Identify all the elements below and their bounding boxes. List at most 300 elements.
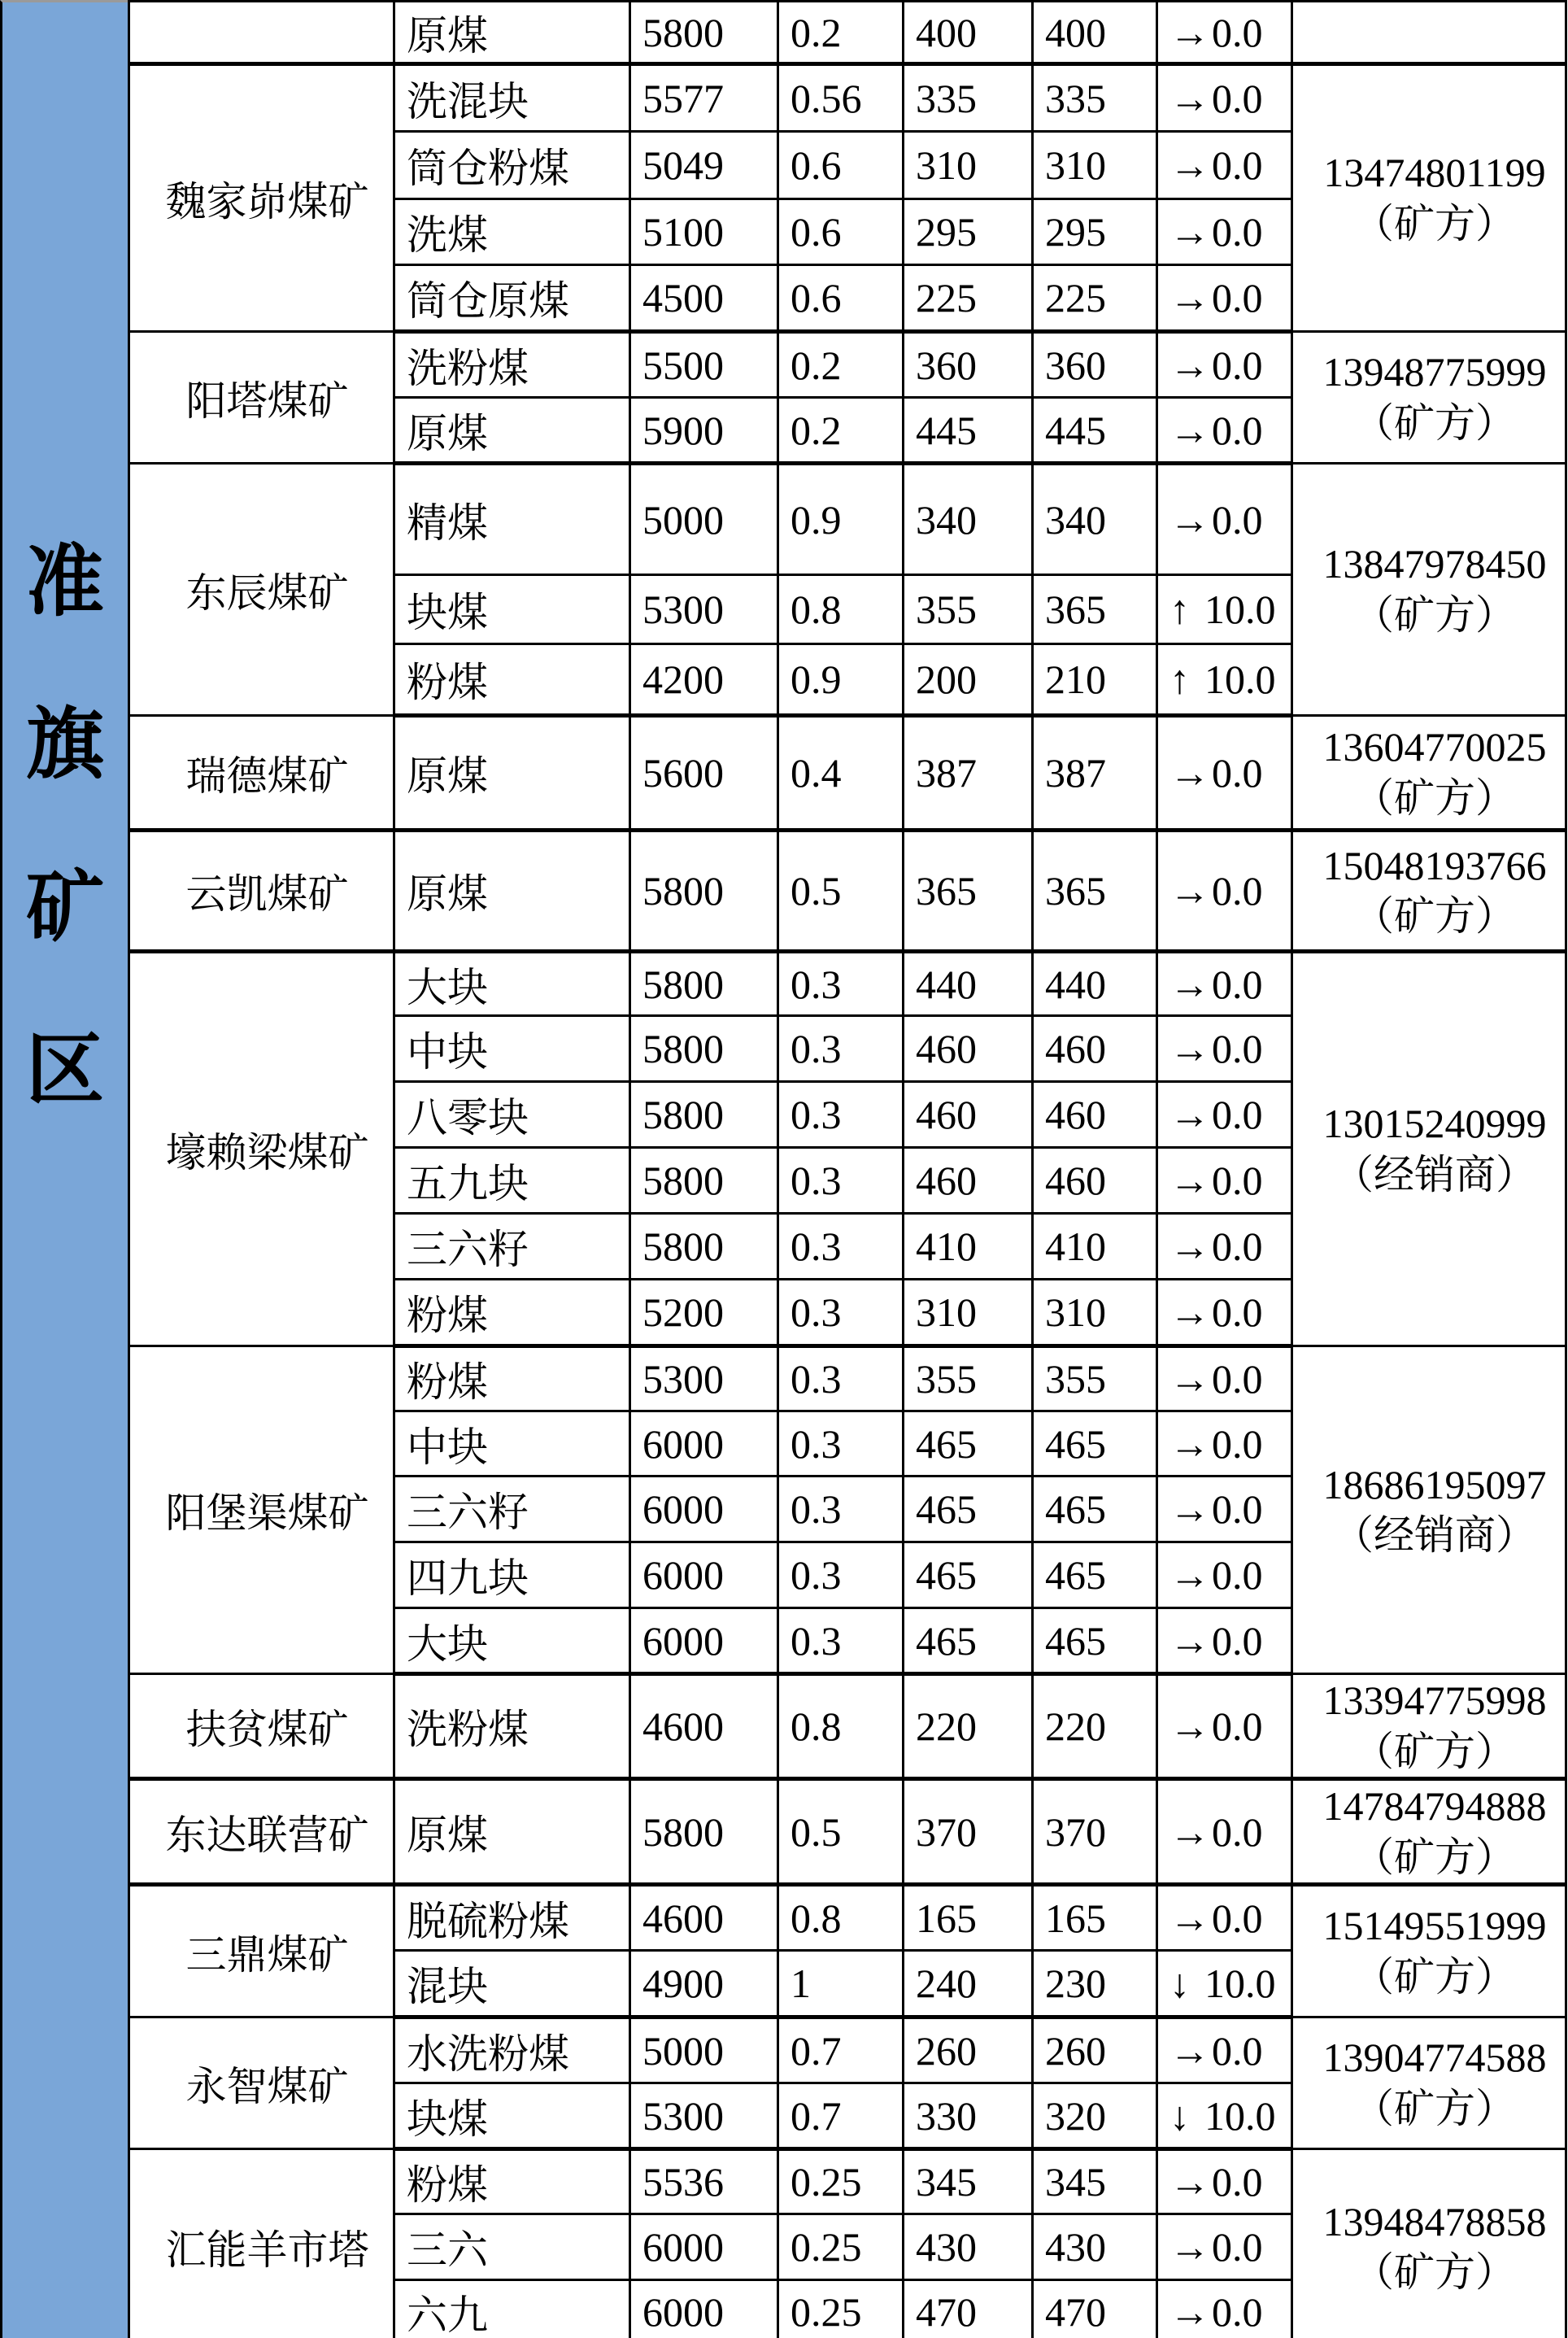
contact-phone-cell bbox=[1292, 952, 1566, 1346]
sulfur-cell: 0.3 bbox=[778, 1016, 904, 1082]
contact-phone-cell bbox=[1292, 1346, 1566, 1674]
price-prev-cell: 387 bbox=[904, 716, 1033, 831]
calorific-cell: 6000 bbox=[630, 1477, 778, 1542]
price-prev-cell: 365 bbox=[904, 831, 1033, 952]
region-title-vertical bbox=[2, 539, 128, 1114]
price-current-cell: 465 bbox=[1033, 1608, 1157, 1674]
price-current-cell: 210 bbox=[1033, 644, 1157, 716]
flat-arrow-icon: → bbox=[1169, 2289, 1210, 2335]
mine-name-cell: 东达联营矿 bbox=[129, 1779, 394, 1885]
change-value: 0.0 bbox=[1212, 342, 1263, 388]
calorific-cell: 4200 bbox=[630, 644, 778, 716]
sulfur-cell: 0.2 bbox=[778, 332, 904, 398]
sulfur-cell: 0.3 bbox=[778, 1214, 904, 1280]
contact-phone-cell bbox=[1292, 2017, 1566, 2149]
sulfur-cell: 0.9 bbox=[778, 644, 904, 716]
calorific-cell: 4600 bbox=[630, 1674, 778, 1779]
sulfur-cell: 0.25 bbox=[778, 2280, 904, 2338]
change-value: 10.0 bbox=[1204, 2092, 1276, 2139]
coal-type-cell: 洗煤 bbox=[394, 199, 630, 265]
price-change-cell bbox=[1157, 2280, 1292, 2338]
coal-type-cell: 粉煤 bbox=[394, 644, 630, 716]
price-change-cell bbox=[1157, 398, 1292, 464]
sulfur-cell: 0.3 bbox=[778, 1477, 904, 1542]
price-current-cell: 220 bbox=[1033, 1674, 1157, 1779]
coal-type-cell: 原煤 bbox=[394, 1779, 630, 1885]
down-arrow-icon: ↓ bbox=[1169, 1961, 1190, 2006]
sulfur-cell: 0.6 bbox=[778, 132, 904, 199]
calorific-cell: 6000 bbox=[630, 2280, 778, 2338]
price-current-cell: 465 bbox=[1033, 1542, 1157, 1608]
price-prev-cell: 465 bbox=[904, 1411, 1033, 1477]
price-prev-cell: 240 bbox=[904, 1951, 1033, 2017]
price-change-cell bbox=[1157, 716, 1292, 831]
price-prev-cell: 295 bbox=[904, 199, 1033, 265]
sulfur-cell: 0.3 bbox=[778, 1346, 904, 1411]
price-change-cell bbox=[1157, 332, 1292, 398]
coal-type-cell: 洗粉煤 bbox=[394, 332, 630, 398]
mine-name-cell bbox=[129, 2, 394, 64]
calorific-cell: 5800 bbox=[630, 831, 778, 952]
price-change-cell bbox=[1157, 1608, 1292, 1674]
coal-type-cell: 原煤 bbox=[394, 398, 630, 464]
price-table-body bbox=[129, 2, 1566, 2338]
price-current-cell: 365 bbox=[1033, 575, 1157, 644]
sulfur-cell: 0.7 bbox=[778, 2083, 904, 2149]
change-value: 0.0 bbox=[1212, 407, 1263, 453]
change-value: 0.0 bbox=[1212, 1552, 1263, 1598]
change-value: 10.0 bbox=[1204, 1961, 1276, 2006]
mine-name-cell: 壕赖梁煤矿 bbox=[129, 952, 394, 1346]
coal-type-cell: 筒仓原煤 bbox=[394, 265, 630, 332]
calorific-cell: 5000 bbox=[630, 464, 778, 575]
flat-arrow-icon: → bbox=[1169, 1486, 1210, 1532]
flat-arrow-icon: → bbox=[1169, 275, 1210, 321]
price-prev-cell: 165 bbox=[904, 1885, 1033, 1951]
price-change-cell bbox=[1157, 265, 1292, 332]
phone-role: （矿方） bbox=[1353, 893, 1516, 939]
flat-arrow-icon: → bbox=[1169, 1895, 1210, 1941]
price-change-cell bbox=[1157, 952, 1292, 1016]
price-change-cell bbox=[1157, 1779, 1292, 1885]
price-current-cell: 410 bbox=[1033, 1214, 1157, 1280]
coal-type-cell: 洗粉煤 bbox=[394, 1674, 630, 1779]
sulfur-cell: 0.3 bbox=[778, 1542, 904, 1608]
price-prev-cell: 355 bbox=[904, 1346, 1033, 1411]
calorific-cell: 5800 bbox=[630, 1214, 778, 1280]
price-current-cell: 345 bbox=[1033, 2149, 1157, 2214]
region-title-char: 准 bbox=[26, 539, 104, 626]
calorific-cell: 4600 bbox=[630, 1885, 778, 1951]
price-change-cell bbox=[1157, 1148, 1292, 1214]
phone-role: （经销商） bbox=[1333, 1512, 1536, 1558]
calorific-cell: 4500 bbox=[630, 265, 778, 332]
change-value: 0.0 bbox=[1212, 2027, 1263, 2074]
calorific-cell: 5500 bbox=[630, 332, 778, 398]
calorific-cell: 5577 bbox=[630, 64, 778, 132]
change-value: 0.0 bbox=[1212, 75, 1263, 121]
change-value: 0.0 bbox=[1212, 1617, 1263, 1664]
sulfur-cell: 0.3 bbox=[778, 1411, 904, 1477]
coal-type-cell: 精煤 bbox=[394, 464, 630, 575]
price-change-cell bbox=[1157, 2214, 1292, 2280]
change-value: 0.0 bbox=[1212, 275, 1263, 321]
price-prev-cell: 465 bbox=[904, 1542, 1033, 1608]
sulfur-cell: 0.3 bbox=[778, 1608, 904, 1674]
price-prev-cell: 470 bbox=[904, 2280, 1033, 2338]
price-change-cell bbox=[1157, 575, 1292, 644]
coal-type-cell: 水洗粉煤 bbox=[394, 2017, 630, 2083]
coal-type-cell: 块煤 bbox=[394, 575, 630, 644]
sulfur-cell: 0.25 bbox=[778, 2149, 904, 2214]
price-change-cell bbox=[1157, 2017, 1292, 2083]
price-prev-cell: 430 bbox=[904, 2214, 1033, 2280]
price-change-cell bbox=[1157, 1674, 1292, 1779]
price-current-cell: 365 bbox=[1033, 831, 1157, 952]
calorific-cell: 5049 bbox=[630, 132, 778, 199]
region-title-char: 区 bbox=[26, 1027, 104, 1114]
flat-arrow-icon: → bbox=[1169, 1808, 1210, 1855]
coal-type-cell: 粉煤 bbox=[394, 1346, 630, 1411]
phone-role: （矿方） bbox=[1353, 200, 1516, 246]
phone-number: 13847978450 bbox=[1322, 541, 1547, 587]
sulfur-cell: 0.3 bbox=[778, 952, 904, 1016]
price-prev-cell: 370 bbox=[904, 1779, 1033, 1885]
price-change-cell bbox=[1157, 1411, 1292, 1477]
contact-phone-cell bbox=[1292, 64, 1566, 332]
flat-arrow-icon: → bbox=[1169, 9, 1210, 55]
phone-role: （矿方） bbox=[1353, 1834, 1516, 1880]
calorific-cell: 6000 bbox=[630, 2214, 778, 2280]
calorific-cell: 5800 bbox=[630, 1082, 778, 1148]
flat-arrow-icon: → bbox=[1169, 2027, 1210, 2074]
coal-type-cell: 洗混块 bbox=[394, 64, 630, 132]
change-value: 10.0 bbox=[1204, 656, 1276, 702]
sulfur-cell: 0.25 bbox=[778, 2214, 904, 2280]
contact-phone-cell bbox=[1292, 1674, 1566, 1779]
price-change-cell bbox=[1157, 199, 1292, 265]
calorific-cell: 5300 bbox=[630, 1346, 778, 1411]
contact-phone-cell bbox=[1292, 1885, 1566, 2017]
flat-arrow-icon: → bbox=[1169, 1158, 1210, 1203]
calorific-cell: 5800 bbox=[630, 1148, 778, 1214]
price-change-cell bbox=[1157, 2149, 1292, 2214]
change-value: 0.0 bbox=[1212, 1158, 1263, 1203]
change-value: 0.0 bbox=[1212, 1289, 1263, 1335]
flat-arrow-icon: → bbox=[1169, 1552, 1210, 1598]
phone-role: （矿方） bbox=[1353, 399, 1516, 446]
mine-name-cell: 瑞德煤矿 bbox=[129, 716, 394, 831]
price-current-cell: 370 bbox=[1033, 1779, 1157, 1885]
change-value: 0.0 bbox=[1212, 2224, 1263, 2270]
calorific-cell: 5100 bbox=[630, 199, 778, 265]
change-value: 0.0 bbox=[1212, 1026, 1263, 1071]
mine-name-cell: 扶贫煤矿 bbox=[129, 1674, 394, 1779]
price-current-cell: 445 bbox=[1033, 398, 1157, 464]
contact-phone-cell bbox=[1292, 716, 1566, 831]
price-prev-cell: 465 bbox=[904, 1477, 1033, 1542]
coal-type-cell: 四九块 bbox=[394, 1542, 630, 1608]
price-current-cell: 225 bbox=[1033, 265, 1157, 332]
mine-name-cell: 汇能羊市塔 bbox=[129, 2149, 394, 2338]
coal-type-cell: 八零块 bbox=[394, 1082, 630, 1148]
change-value: 10.0 bbox=[1204, 587, 1276, 632]
calorific-cell: 5536 bbox=[630, 2149, 778, 2214]
price-change-cell bbox=[1157, 64, 1292, 132]
price-current-cell: 430 bbox=[1033, 2214, 1157, 2280]
phone-number: 15149551999 bbox=[1322, 1903, 1547, 1948]
sulfur-cell: 0.2 bbox=[778, 2, 904, 64]
price-prev-cell: 400 bbox=[904, 2, 1033, 64]
phone-number: 15048193766 bbox=[1322, 842, 1547, 888]
sulfur-cell: 0.8 bbox=[778, 1885, 904, 1951]
change-value: 0.0 bbox=[1212, 1808, 1263, 1855]
flat-arrow-icon: → bbox=[1169, 209, 1210, 255]
phone-number: 13394775998 bbox=[1322, 1677, 1547, 1723]
calorific-cell: 5200 bbox=[630, 1280, 778, 1346]
contact-phone-cell bbox=[1292, 2149, 1566, 2338]
price-prev-cell: 260 bbox=[904, 2017, 1033, 2083]
price-prev-cell: 410 bbox=[904, 1214, 1033, 1280]
mine-name-cell: 三鼎煤矿 bbox=[129, 1885, 394, 2017]
price-current-cell: 355 bbox=[1033, 1346, 1157, 1411]
phone-number: 13474801199 bbox=[1323, 150, 1546, 195]
coal-type-cell: 粉煤 bbox=[394, 2149, 630, 2214]
coal-type-cell: 脱硫粉煤 bbox=[394, 1885, 630, 1951]
sulfur-cell: 0.5 bbox=[778, 1779, 904, 1885]
change-value: 0.0 bbox=[1212, 2159, 1263, 2205]
change-value: 0.0 bbox=[1212, 2289, 1263, 2335]
flat-arrow-icon: → bbox=[1169, 342, 1210, 388]
change-value: 0.0 bbox=[1212, 1224, 1263, 1269]
price-current-cell: 440 bbox=[1033, 952, 1157, 1016]
calorific-cell: 5000 bbox=[630, 2017, 778, 2083]
phone-role: （矿方） bbox=[1353, 2249, 1516, 2295]
calorific-cell: 6000 bbox=[630, 1542, 778, 1608]
calorific-cell: 4900 bbox=[630, 1951, 778, 2017]
calorific-cell: 5300 bbox=[630, 2083, 778, 2149]
price-change-cell bbox=[1157, 2, 1292, 64]
phone-number: 14784794888 bbox=[1322, 1783, 1547, 1829]
down-arrow-icon: ↓ bbox=[1169, 2092, 1190, 2139]
coal-type-cell: 块煤 bbox=[394, 2083, 630, 2149]
price-prev-cell: 310 bbox=[904, 132, 1033, 199]
calorific-cell: 5800 bbox=[630, 2, 778, 64]
price-current-cell: 320 bbox=[1033, 2083, 1157, 2149]
price-current-cell: 295 bbox=[1033, 199, 1157, 265]
price-prev-cell: 445 bbox=[904, 398, 1033, 464]
phone-number: 13948478858 bbox=[1322, 2198, 1547, 2244]
phone-number: 13604770025 bbox=[1322, 724, 1547, 770]
phone-role: （矿方） bbox=[1353, 774, 1516, 821]
price-prev-cell: 460 bbox=[904, 1016, 1033, 1082]
flat-arrow-icon: → bbox=[1169, 142, 1210, 188]
coal-type-cell: 中块 bbox=[394, 1016, 630, 1082]
sulfur-cell: 0.56 bbox=[778, 64, 904, 132]
flat-arrow-icon: → bbox=[1169, 2224, 1210, 2270]
price-current-cell: 460 bbox=[1033, 1082, 1157, 1148]
coal-type-cell: 三六 bbox=[394, 2214, 630, 2280]
price-current-cell: 310 bbox=[1033, 1280, 1157, 1346]
flat-arrow-icon: → bbox=[1169, 1026, 1210, 1071]
contact-phone-cell bbox=[1292, 332, 1566, 464]
flat-arrow-icon: → bbox=[1169, 1356, 1210, 1402]
flat-arrow-icon: → bbox=[1169, 868, 1210, 914]
price-current-cell: 470 bbox=[1033, 2280, 1157, 2338]
flat-arrow-icon: → bbox=[1169, 961, 1210, 1007]
sulfur-cell: 0.7 bbox=[778, 2017, 904, 2083]
contact-phone-cell bbox=[1292, 464, 1566, 716]
flat-arrow-icon: → bbox=[1169, 1420, 1210, 1467]
coal-type-cell: 粉煤 bbox=[394, 1280, 630, 1346]
sulfur-cell: 0.9 bbox=[778, 464, 904, 575]
coal-type-cell: 中块 bbox=[394, 1411, 630, 1477]
price-current-cell: 230 bbox=[1033, 1951, 1157, 2017]
flat-arrow-icon: → bbox=[1169, 75, 1210, 121]
coal-type-cell: 大块 bbox=[394, 1608, 630, 1674]
calorific-cell: 5800 bbox=[630, 1016, 778, 1082]
mine-name-cell: 阳堡渠煤矿 bbox=[129, 1346, 394, 1674]
phone-role: （矿方） bbox=[1353, 591, 1516, 638]
contact-phone-cell bbox=[1292, 1779, 1566, 1885]
change-value: 0.0 bbox=[1212, 9, 1263, 55]
region-title-char: 矿 bbox=[26, 864, 104, 951]
sulfur-cell: 0.3 bbox=[778, 1148, 904, 1214]
coal-type-cell: 大块 bbox=[394, 952, 630, 1016]
calorific-cell: 5800 bbox=[630, 952, 778, 1016]
price-prev-cell: 345 bbox=[904, 2149, 1033, 2214]
price-change-cell bbox=[1157, 831, 1292, 952]
price-current-cell: 340 bbox=[1033, 464, 1157, 575]
price-current-cell: 335 bbox=[1033, 64, 1157, 132]
flat-arrow-icon: → bbox=[1169, 1617, 1210, 1664]
change-value: 0.0 bbox=[1212, 1356, 1263, 1402]
change-value: 0.0 bbox=[1212, 1703, 1263, 1749]
flat-arrow-icon: → bbox=[1169, 750, 1210, 796]
flat-arrow-icon: → bbox=[1169, 1092, 1210, 1137]
change-value: 0.0 bbox=[1212, 750, 1263, 796]
mine-name-cell: 永智煤矿 bbox=[129, 2017, 394, 2149]
phone-number: 18686195097 bbox=[1322, 1461, 1547, 1507]
price-change-cell bbox=[1157, 2083, 1292, 2149]
flat-arrow-icon: → bbox=[1169, 1289, 1210, 1335]
coal-type-cell: 筒仓粉煤 bbox=[394, 132, 630, 199]
price-current-cell: 460 bbox=[1033, 1148, 1157, 1214]
phone-number: 13015240999 bbox=[1322, 1101, 1547, 1146]
coal-type-cell: 三六籽 bbox=[394, 1477, 630, 1542]
price-current-cell: 387 bbox=[1033, 716, 1157, 831]
price-current-cell: 310 bbox=[1033, 132, 1157, 199]
up-arrow-icon: ↑ bbox=[1169, 656, 1190, 702]
sulfur-cell: 0.8 bbox=[778, 575, 904, 644]
sulfur-cell: 0.3 bbox=[778, 1082, 904, 1148]
price-change-cell bbox=[1157, 1346, 1292, 1411]
up-arrow-icon: ↑ bbox=[1169, 587, 1190, 632]
contact-phone-cell bbox=[1292, 831, 1566, 952]
coal-price-table bbox=[128, 0, 1567, 2338]
change-value: 0.0 bbox=[1212, 1420, 1263, 1467]
phone-role: （矿方） bbox=[1353, 1953, 1516, 2000]
flat-arrow-icon: → bbox=[1169, 1703, 1210, 1749]
change-value: 0.0 bbox=[1212, 1486, 1263, 1532]
flat-arrow-icon: → bbox=[1169, 2159, 1210, 2205]
price-current-cell: 360 bbox=[1033, 332, 1157, 398]
calorific-cell: 6000 bbox=[630, 1608, 778, 1674]
phone-number: 13948775999 bbox=[1322, 349, 1547, 395]
sulfur-cell: 0.6 bbox=[778, 265, 904, 332]
calorific-cell: 6000 bbox=[630, 1411, 778, 1477]
region-title-char: 旗 bbox=[26, 701, 104, 788]
calorific-cell: 5900 bbox=[630, 398, 778, 464]
phone-role: （矿方） bbox=[1353, 1728, 1516, 1774]
change-value: 0.0 bbox=[1212, 961, 1263, 1007]
price-current-cell: 465 bbox=[1033, 1477, 1157, 1542]
change-value: 0.0 bbox=[1212, 209, 1263, 255]
price-prev-cell: 225 bbox=[904, 265, 1033, 332]
price-change-cell bbox=[1157, 1280, 1292, 1346]
change-value: 0.0 bbox=[1212, 142, 1263, 188]
price-prev-cell: 460 bbox=[904, 1082, 1033, 1148]
coal-type-cell: 原煤 bbox=[394, 716, 630, 831]
price-current-cell: 460 bbox=[1033, 1016, 1157, 1082]
coal-type-cell: 原煤 bbox=[394, 2, 630, 64]
sulfur-cell: 0.8 bbox=[778, 1674, 904, 1779]
price-prev-cell: 460 bbox=[904, 1148, 1033, 1214]
mine-name-cell: 魏家峁煤矿 bbox=[129, 64, 394, 332]
price-current-cell: 165 bbox=[1033, 1885, 1157, 1951]
flat-arrow-icon: → bbox=[1169, 407, 1210, 453]
mine-name-cell: 阳塔煤矿 bbox=[129, 332, 394, 464]
price-prev-cell: 330 bbox=[904, 2083, 1033, 2149]
price-current-cell: 400 bbox=[1033, 2, 1157, 64]
region-band bbox=[0, 0, 128, 2338]
coal-type-cell: 六九 bbox=[394, 2280, 630, 2338]
calorific-cell: 5300 bbox=[630, 575, 778, 644]
sulfur-cell: 0.5 bbox=[778, 831, 904, 952]
change-value: 0.0 bbox=[1212, 1092, 1263, 1137]
price-prev-cell: 310 bbox=[904, 1280, 1033, 1346]
contact-phone-cell bbox=[1292, 2, 1566, 64]
sulfur-cell: 0.2 bbox=[778, 398, 904, 464]
price-prev-cell: 440 bbox=[904, 952, 1033, 1016]
change-value: 0.0 bbox=[1212, 496, 1263, 543]
price-change-cell bbox=[1157, 1542, 1292, 1608]
coal-type-cell: 原煤 bbox=[394, 831, 630, 952]
calorific-cell: 5800 bbox=[630, 1779, 778, 1885]
price-change-cell bbox=[1157, 1214, 1292, 1280]
price-prev-cell: 465 bbox=[904, 1608, 1033, 1674]
mine-name-cell: 东辰煤矿 bbox=[129, 464, 394, 716]
sulfur-cell: 0.6 bbox=[778, 199, 904, 265]
flat-arrow-icon: → bbox=[1169, 1224, 1210, 1269]
sulfur-cell: 0.4 bbox=[778, 716, 904, 831]
price-prev-cell: 340 bbox=[904, 464, 1033, 575]
price-change-cell bbox=[1157, 1951, 1292, 2017]
price-change-cell bbox=[1157, 1082, 1292, 1148]
price-change-cell bbox=[1157, 464, 1292, 575]
sulfur-cell: 0.3 bbox=[778, 1280, 904, 1346]
coal-type-cell: 五九块 bbox=[394, 1148, 630, 1214]
price-prev-cell: 220 bbox=[904, 1674, 1033, 1779]
price-change-cell bbox=[1157, 1477, 1292, 1542]
coal-type-cell: 混块 bbox=[394, 1951, 630, 2017]
price-prev-cell: 360 bbox=[904, 332, 1033, 398]
price-prev-cell: 200 bbox=[904, 644, 1033, 716]
price-change-cell bbox=[1157, 1885, 1292, 1951]
phone-role: （经销商） bbox=[1333, 1151, 1536, 1197]
mine-name-cell: 云凯煤矿 bbox=[129, 831, 394, 952]
price-current-cell: 465 bbox=[1033, 1411, 1157, 1477]
